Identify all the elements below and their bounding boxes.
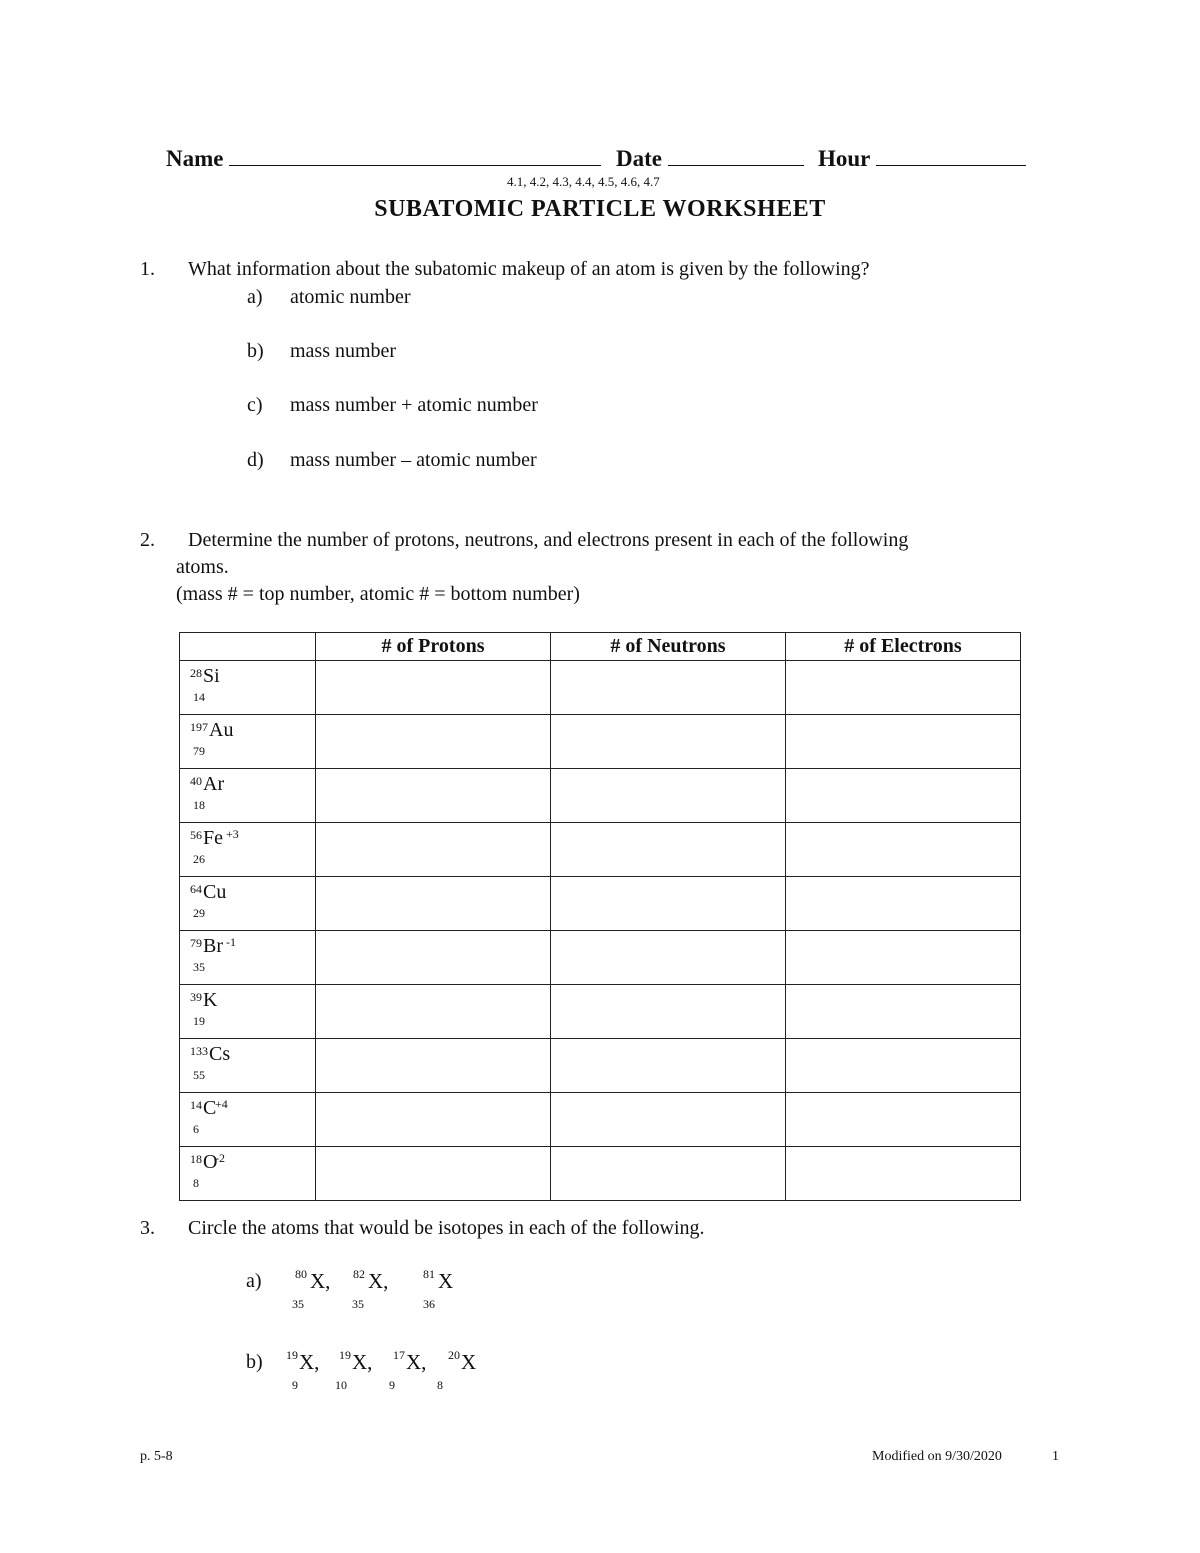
q1-text: What information about the subatomic makeup of an atom is given by the following? bbox=[188, 258, 870, 280]
q1-option-b-letter: b) bbox=[247, 340, 264, 362]
neutrons-answer-cell[interactable] bbox=[551, 823, 786, 877]
electrons-answer-cell[interactable] bbox=[786, 823, 1021, 877]
atom-atomic-number: 19 bbox=[193, 1014, 205, 1028]
neutrons-answer-cell[interactable] bbox=[551, 985, 786, 1039]
table-row bbox=[180, 769, 1021, 823]
header-atom bbox=[180, 633, 316, 661]
electrons-answer-cell[interactable] bbox=[786, 877, 1021, 931]
atom-charge: +4 bbox=[215, 1097, 228, 1111]
q1-option-a-letter: a) bbox=[247, 286, 263, 308]
q3-number: 3. bbox=[140, 1217, 155, 1239]
protons-answer-cell[interactable] bbox=[316, 1039, 551, 1093]
isotope-mass: 81 bbox=[423, 1267, 435, 1281]
footer-page-ref: p. 5-8 bbox=[140, 1449, 173, 1464]
atom-atomic-number: 26 bbox=[193, 852, 205, 866]
neutrons-answer-cell[interactable] bbox=[551, 1147, 786, 1201]
protons-answer-cell[interactable] bbox=[316, 1093, 551, 1147]
atom-mass-number: 79 bbox=[190, 936, 202, 950]
isotope-symbol: X, bbox=[299, 1350, 320, 1374]
atom-symbol: Cu bbox=[203, 881, 227, 903]
atom-symbol: O bbox=[203, 1151, 218, 1173]
q1-option-c-text: mass number + atomic number bbox=[290, 394, 538, 416]
atom-mass-number: 133 bbox=[190, 1044, 208, 1058]
subatomic-table bbox=[179, 632, 1021, 1201]
isotope-atomic: 9 bbox=[389, 1378, 395, 1392]
atom-cell bbox=[180, 1093, 316, 1147]
date-field bbox=[616, 145, 804, 172]
atom-notation bbox=[180, 823, 315, 876]
atom-notation bbox=[180, 877, 315, 930]
isotope-mass: 19 bbox=[286, 1348, 298, 1362]
atom-symbol: Cs bbox=[209, 1043, 231, 1065]
protons-answer-cell[interactable] bbox=[316, 823, 551, 877]
atom-atomic-number: 29 bbox=[193, 906, 205, 920]
header-electrons: # of Electrons bbox=[786, 633, 1021, 661]
atom-mass-number: 39 bbox=[190, 990, 202, 1004]
date-blank[interactable] bbox=[668, 145, 804, 166]
isotope-symbol: X, bbox=[406, 1350, 427, 1374]
atom-mass-number: 64 bbox=[190, 882, 202, 896]
page-title: SUBATOMIC PARTICLE WORKSHEET bbox=[374, 196, 826, 222]
isotope-atomic: 9 bbox=[292, 1378, 298, 1392]
electrons-answer-cell[interactable] bbox=[786, 1039, 1021, 1093]
electrons-answer-cell[interactable] bbox=[786, 769, 1021, 823]
atom-mass-number: 18 bbox=[190, 1152, 202, 1166]
name-label: Name bbox=[166, 146, 224, 171]
name-field bbox=[166, 145, 601, 172]
q1-option-a-text: atomic number bbox=[290, 286, 411, 308]
q3-part-a-letter: a) bbox=[246, 1270, 262, 1292]
electrons-answer-cell[interactable] bbox=[786, 931, 1021, 985]
q3-text: Circle the atoms that would be isotopes in each of the following. bbox=[188, 1217, 705, 1239]
atom-cell bbox=[180, 931, 316, 985]
neutrons-answer-cell[interactable] bbox=[551, 877, 786, 931]
q1-option-d-letter: d) bbox=[247, 449, 264, 471]
atom-cell bbox=[180, 661, 316, 715]
electrons-answer-cell[interactable] bbox=[786, 661, 1021, 715]
isotope-symbol: X bbox=[461, 1350, 477, 1374]
atom-notation bbox=[180, 985, 315, 1038]
atom-notation bbox=[180, 715, 315, 768]
atom-notation bbox=[180, 1093, 315, 1146]
table-row bbox=[180, 985, 1021, 1039]
isotope-mass: 20 bbox=[448, 1348, 460, 1362]
atom-cell bbox=[180, 1039, 316, 1093]
table-row bbox=[180, 715, 1021, 769]
isotope-atomic: 10 bbox=[335, 1378, 347, 1392]
atom-charge: -2 bbox=[215, 1151, 225, 1165]
electrons-answer-cell[interactable] bbox=[786, 1093, 1021, 1147]
q2-text-line3: (mass # = top number, atomic # = bottom number) bbox=[176, 583, 580, 605]
atom-mass-number: 197 bbox=[190, 720, 208, 734]
table-row bbox=[180, 1093, 1021, 1147]
q1-option-b-text: mass number bbox=[290, 340, 397, 362]
q2-text-line1: Determine the number of protons, neutrons, and electrons present in each of the following bbox=[188, 529, 909, 551]
atom-cell bbox=[180, 877, 316, 931]
atom-symbol: Fe bbox=[203, 827, 223, 849]
atom-atomic-number: 8 bbox=[193, 1176, 199, 1190]
atom-cell bbox=[180, 985, 316, 1039]
table-row bbox=[180, 661, 1021, 715]
neutrons-answer-cell[interactable] bbox=[551, 661, 786, 715]
hour-field bbox=[818, 145, 1026, 172]
isotope-atomic: 35 bbox=[352, 1297, 364, 1311]
atom-notation bbox=[180, 1147, 315, 1200]
atom-atomic-number: 79 bbox=[193, 744, 205, 758]
atom-cell bbox=[180, 1147, 316, 1201]
atom-cell bbox=[180, 769, 316, 823]
atom-symbol: C bbox=[203, 1097, 217, 1119]
hour-label: Hour bbox=[818, 146, 870, 171]
protons-answer-cell[interactable] bbox=[316, 769, 551, 823]
atom-mass-number: 28 bbox=[190, 666, 202, 680]
atom-symbol: K bbox=[203, 989, 218, 1011]
electrons-answer-cell[interactable] bbox=[786, 985, 1021, 1039]
q3-part-b-letter: b) bbox=[246, 1351, 263, 1373]
atom-mass-number: 56 bbox=[190, 828, 202, 842]
neutrons-answer-cell[interactable] bbox=[551, 715, 786, 769]
q1-number: 1. bbox=[140, 258, 155, 280]
q1-option-d-text: mass number – atomic number bbox=[290, 449, 537, 471]
neutrons-answer-cell[interactable] bbox=[551, 769, 786, 823]
atom-charge: +3 bbox=[226, 827, 239, 841]
atom-atomic-number: 18 bbox=[193, 798, 205, 812]
isotope-symbol: X, bbox=[368, 1269, 389, 1293]
isotope-mass: 82 bbox=[353, 1267, 365, 1281]
standards-list: 4.1, 4.2, 4.3, 4.4, 4.5, 4.6, 4.7 bbox=[507, 174, 660, 189]
q1-option-c-letter: c) bbox=[247, 394, 263, 416]
protons-answer-cell[interactable] bbox=[316, 931, 551, 985]
protons-answer-cell[interactable] bbox=[316, 985, 551, 1039]
atom-atomic-number: 55 bbox=[193, 1068, 205, 1082]
table-row bbox=[180, 1039, 1021, 1093]
header-neutrons: # of Neutrons bbox=[551, 633, 786, 661]
isotope-mass: 17 bbox=[393, 1348, 405, 1362]
atom-charge: -1 bbox=[226, 935, 236, 949]
header-protons: # of Protons bbox=[316, 633, 551, 661]
atom-atomic-number: 14 bbox=[193, 690, 205, 704]
atom-notation bbox=[180, 769, 315, 822]
neutrons-answer-cell[interactable] bbox=[551, 931, 786, 985]
isotope-symbol: X, bbox=[310, 1269, 331, 1293]
neutrons-answer-cell[interactable] bbox=[551, 1039, 786, 1093]
q2-text-line2: atoms. bbox=[176, 556, 229, 578]
atom-symbol: Ar bbox=[203, 773, 225, 795]
footer-page-number: 1 bbox=[1052, 1449, 1059, 1464]
atom-notation bbox=[180, 661, 315, 714]
atom-mass-number: 40 bbox=[190, 774, 202, 788]
atom-symbol: Si bbox=[203, 665, 220, 687]
isotope-mass: 19 bbox=[339, 1348, 351, 1362]
atom-mass-number: 14 bbox=[190, 1098, 202, 1112]
protons-answer-cell[interactable] bbox=[316, 715, 551, 769]
atom-atomic-number: 6 bbox=[193, 1122, 199, 1136]
electrons-answer-cell[interactable] bbox=[786, 1147, 1021, 1201]
table-row bbox=[180, 931, 1021, 985]
table-header-row bbox=[180, 633, 1021, 661]
footer-modified: Modified on 9/30/2020 bbox=[872, 1449, 1002, 1464]
atom-cell bbox=[180, 823, 316, 877]
atom-atomic-number: 35 bbox=[193, 960, 205, 974]
isotope-symbol: X, bbox=[352, 1350, 373, 1374]
atom-symbol: Br bbox=[203, 935, 223, 957]
q2-number: 2. bbox=[140, 529, 155, 551]
table-row bbox=[180, 1147, 1021, 1201]
neutrons-answer-cell[interactable] bbox=[551, 1093, 786, 1147]
isotope-atomic: 35 bbox=[292, 1297, 304, 1311]
atom-notation bbox=[180, 931, 315, 984]
hour-blank[interactable] bbox=[876, 145, 1026, 166]
table-row bbox=[180, 823, 1021, 877]
isotope-mass: 80 bbox=[295, 1267, 307, 1281]
atom-symbol: Au bbox=[209, 719, 234, 741]
date-label: Date bbox=[616, 146, 662, 171]
electrons-answer-cell[interactable] bbox=[786, 715, 1021, 769]
protons-answer-cell[interactable] bbox=[316, 877, 551, 931]
protons-answer-cell[interactable] bbox=[316, 1147, 551, 1201]
protons-answer-cell[interactable] bbox=[316, 661, 551, 715]
isotope-symbol: X bbox=[438, 1269, 454, 1293]
atom-notation bbox=[180, 1039, 315, 1092]
isotope-atomic: 36 bbox=[423, 1297, 435, 1311]
atom-cell bbox=[180, 715, 316, 769]
isotope-atomic: 8 bbox=[437, 1378, 443, 1392]
name-blank[interactable] bbox=[229, 145, 601, 166]
table-row bbox=[180, 877, 1021, 931]
